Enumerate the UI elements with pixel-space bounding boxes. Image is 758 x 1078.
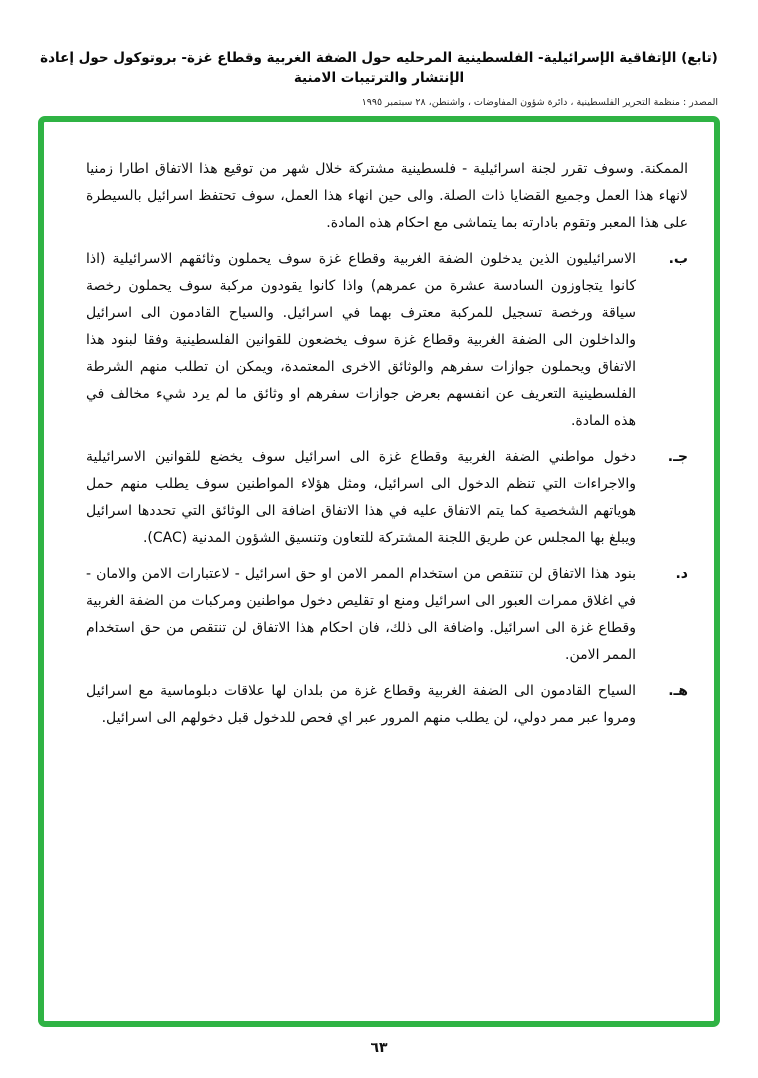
- document-header: [0, 0, 758, 108]
- intro-paragraph: الممكنة. وسوف تقرر لجنة اسرائيلية - فلسطينية مشتركة خلال شهر من توقيع هذا الاتفاق اطارا زمنيا لانهاء هذا العمل وجميع القضايا ذات الصلة. والى حين انهاء هذا العمل، سوف تحتفظ اسرائيل بالسيطرة على هذا المعبر وتقوم بادارته بما يتماشى مع احكام هذه المادة.: [86, 161, 688, 231]
- item-text: الاسرائيليون الذين يدخلون الضفة الغربية وقطاع غزة سوف يحملون وثائقهم الاسرائيلية (اذا كانوا يتجاوزون السادسة عشرة من عمرهم) واذا كانوا يقودون مركبة سوف يحملون رخصة سياقة ورخصة تسجيل للمركبة معترف بهما في اسرائيل. والسياح القادمون الى اسرائيل والداخلون الى الضفة الغربية وقطاع غزة سوف يخضعون للقوانين الفلسطينية وفقا لبنود هذا الاتفاق ويحملون جوازات سفرهم والوثائق الاخرى المعتمدة، ويمكن ان تطلب منهم الشرطة الفلسطينية التعريف عن انفسهم بعرض جوازات سفرهم او وثائق ما لم يرد شيء مخالف في هذه المادة.: [86, 251, 636, 429]
- item-text: دخول مواطني الضفة الغربية وقطاع غزة الى اسرائيل سوف يخضع للقوانين الاسرائيلية والاجراءات التي تنظم الدخول الى اسرائيل، ومثل هؤلاء المواطنين سوف يطلب منهم حمل هوياتهم الشخصية كما يتم الاتفاق عليه في هذا الاتفاق اضافة الى الوثائق التي تحددها اسرائيل ويبلغ بها المجلس عن طريق اللجنة المشتركة للتعاون وتنسيق الشؤون المدنية (CAC).: [86, 449, 636, 546]
- green-border-frame: [38, 116, 720, 1027]
- page-number: ٦٣: [370, 1040, 388, 1056]
- item-marker: جـ.: [667, 449, 688, 465]
- document-title: (تابع) الإتفاقية الإسرائيلية- الفلسطينية المرحليه حول الضفة الغربية وقطاع غزة- بروتوكول حول إعادة الإنتشار والترتيبات الامنية: [40, 50, 718, 86]
- item-marker: ب.: [668, 251, 688, 267]
- item-text: بنود هذا الاتفاق لن تنتقص من استخدام الممر الامن او حق اسرائيل - لاعتبارات الامن والامان - في اغلاق ممرات العبور الى اسرائيل ومنع او تقليص دخول مواطنين ومركبات من الضفة الغربية وقطاع غزة الى اسرائيل. واضافة الى ذلك، فان احكام هذا الاتفاق لن تنتقص من حق استخدام الممر الامن.: [86, 566, 636, 663]
- list-item: [86, 678, 688, 732]
- document-source-line: المصدر : منظمة التحرير الفلسطينية ، دائرة شؤون المفاوضات ، واشنطن، ٢٨ سبتمبر ١٩٩٥: [361, 97, 718, 108]
- item-text: السياح القادمون الى الضفة الغربية وقطاع غزة من بلدان لها علاقات دبلوماسية مع اسرائيل ومروا عبر ممر دولي، لن يطلب منهم المرور عبر اي فحص للدخول قبل دخولهم الى اسرائيل.: [86, 683, 636, 726]
- list-item: [86, 561, 688, 669]
- item-marker: هـ.: [668, 683, 688, 699]
- item-marker: د.: [675, 566, 688, 582]
- list-item: [86, 444, 688, 552]
- list-item: [86, 246, 688, 435]
